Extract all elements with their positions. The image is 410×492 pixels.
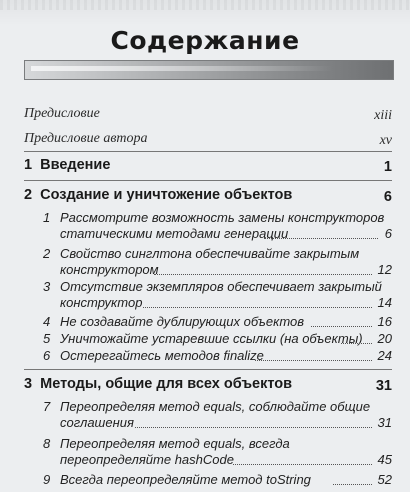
item-title-line1: Уничтожайте устаревшие ссылки (на объекты) [60, 331, 363, 346]
item-title-line1: Отсутствие экземпляров обеспечивает закрытый [60, 279, 382, 294]
item-number: 5 [43, 331, 51, 346]
item-page: 16 [377, 314, 392, 329]
leader-dots [264, 238, 378, 239]
toc-item-entry[interactable] [43, 246, 392, 278]
leader-dots [333, 484, 372, 485]
item-title-line2: соглашения [60, 415, 134, 430]
bleed-through-text [0, 0, 410, 26]
item-number: 4 [43, 314, 51, 329]
item-title-line1: Переопределяя метод equals, всегда [60, 436, 290, 451]
toc-item-entry[interactable] [43, 279, 392, 311]
chapter-title: Методы, общие для всех объектов [40, 376, 293, 392]
item-number: 9 [43, 472, 51, 487]
divider [24, 151, 392, 152]
toc-chapter-entry[interactable] [24, 157, 392, 175]
chapter-number: 1 [24, 157, 33, 173]
leader-dots [135, 427, 372, 428]
leader-dots [255, 360, 372, 361]
item-page: 14 [377, 295, 392, 310]
chapter-number: 3 [24, 376, 33, 392]
toc-title: Содержание [110, 26, 300, 55]
leader-dots [341, 343, 372, 344]
item-title-line2: конструктором [60, 262, 159, 277]
chapter-page: 1 [383, 159, 392, 175]
divider [24, 180, 392, 181]
item-number: 3 [43, 279, 51, 294]
item-number: 7 [43, 399, 51, 414]
item-title-line1: Переопределяя метод equals, соблюдайте общие [60, 399, 371, 414]
toc-item-entry[interactable] [43, 399, 392, 431]
toc-item-entry[interactable] [43, 436, 392, 468]
leader-dots [233, 464, 372, 465]
chapter-number: 2 [24, 187, 33, 203]
divider [24, 369, 392, 370]
chapter-page: 31 [375, 378, 392, 394]
item-title-line1: Свойство синглтона обеспечивайте закрытым [60, 246, 360, 261]
item-title-line1: Не создавайте дублирующих объектов [60, 314, 305, 329]
chapter-page: 6 [383, 189, 392, 205]
item-page: 12 [377, 262, 392, 277]
item-number: 2 [43, 246, 51, 261]
chapter-title: Введение [40, 157, 111, 173]
item-page: 52 [377, 472, 392, 487]
title-decorative-bar [24, 60, 394, 80]
front-entry-label: Предисловие автора [24, 131, 148, 146]
item-title-line1: Рассмотрите возможность замены конструкторов [60, 210, 385, 225]
toc-item-entry[interactable] [43, 314, 392, 330]
toc-front-entry[interactable] [24, 131, 392, 149]
toc-chapter-entry[interactable] [24, 376, 392, 394]
leader-dots [311, 326, 372, 327]
item-page: 31 [377, 415, 392, 430]
front-entry-page: xv [379, 133, 392, 148]
item-title-line1: Остерегайтесь методов finalize [60, 348, 264, 363]
item-page: 20 [377, 331, 392, 346]
leader-dots [143, 307, 372, 308]
item-title-line2: конструктор [60, 295, 143, 310]
item-title-line1: Всегда переопределяйте метод toString [60, 472, 311, 487]
toc-item-entry[interactable] [43, 331, 392, 347]
toc-front-entry[interactable] [24, 106, 392, 124]
front-entry-page: xiii [374, 108, 392, 123]
item-title-line2: статическими методами генерации [60, 226, 289, 241]
leader-dots [154, 274, 372, 275]
front-entry-label: Предисловие [24, 106, 100, 121]
toc-item-entry[interactable] [43, 472, 392, 488]
item-page: 24 [377, 348, 392, 363]
toc-item-entry[interactable] [43, 210, 392, 242]
item-page: 45 [377, 452, 392, 467]
item-number: 1 [43, 210, 51, 225]
toc-chapter-entry[interactable] [24, 187, 392, 205]
toc-item-entry[interactable] [43, 348, 392, 364]
item-number: 6 [43, 348, 51, 363]
item-page: 6 [384, 226, 392, 241]
item-number: 8 [43, 436, 51, 451]
item-title-line2: переопределяйте hashCode [60, 452, 234, 467]
chapter-title: Создание и уничтожение объектов [40, 187, 293, 203]
